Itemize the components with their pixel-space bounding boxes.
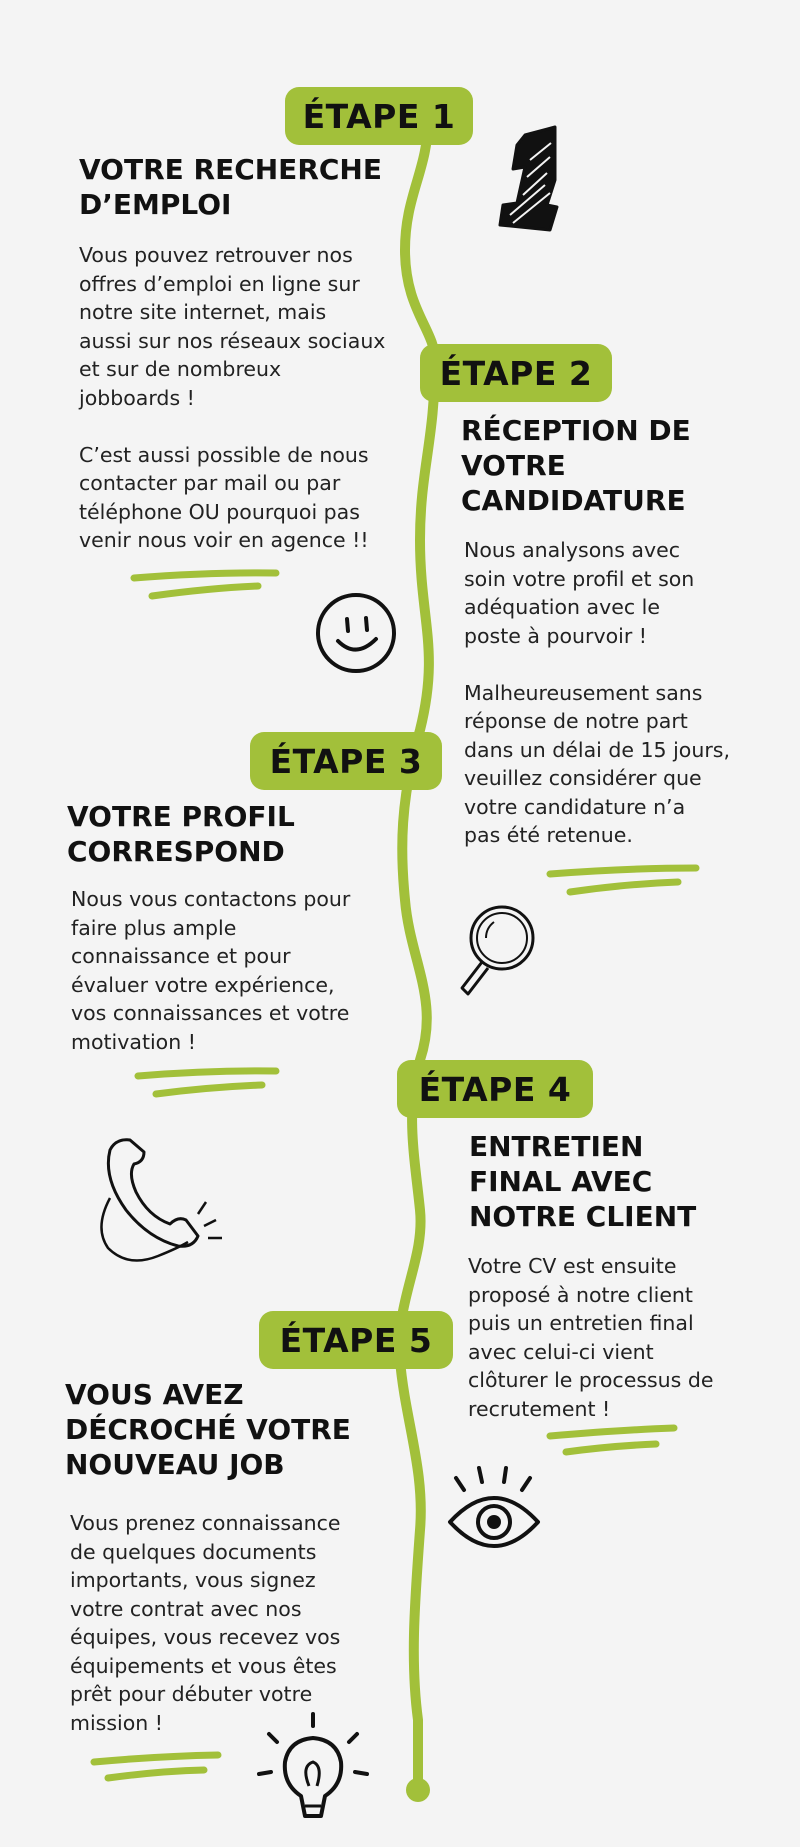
- step-3-text: Nous vous contactons pour faire plus ample connaissance et pour évaluer votre expérience, vos connaissances et votre motivation !: [71, 887, 351, 1054]
- number-one-icon: [500, 127, 557, 230]
- magnifier-icon: [462, 907, 533, 994]
- eye-icon: [450, 1468, 538, 1546]
- smiley-icon: [318, 595, 394, 671]
- step-5-text: Vous prenez connaissance de quelques documents importants, vous signez votre contrat avec nos équipes, vous recevez vos équipements et vous êtes prêt pour débuter votre mission !: [70, 1511, 341, 1735]
- step-4-text: Votre CV est ensuite proposé à notre client puis un entretien final avec celui-ci vient clôturer le processus de recrutement !: [468, 1254, 714, 1421]
- step-1-text: Vous pouvez retrouver nos offres d’emploi en ligne sur notre site internet, mais aussi sur nos réseaux sociaux et sur de nombreux jobboards ! C’est aussi possible de nous contacter par mail ou par téléphone OU pourquoi pas venir nous voir en agence !!: [79, 243, 386, 552]
- step-4-badge: ÉTAPE 4: [397, 1060, 593, 1118]
- step-5-badge: ÉTAPE 5: [259, 1311, 453, 1369]
- step-2-title: RÉCEPTION DE VOTRE CANDIDATURE: [461, 414, 691, 517]
- step-1-title: VOTRE RECHERCHE D’EMPLOI: [79, 153, 382, 221]
- phone-icon: [101, 1140, 222, 1261]
- step-1-badge: ÉTAPE 1: [285, 87, 473, 145]
- step-3-badge: ÉTAPE 3: [250, 732, 442, 790]
- step-5-title: VOUS AVEZ DÉCROCHÉ VOTRE NOUVEAU JOB: [65, 1378, 351, 1481]
- step-2-text: Nous analysons avec soin votre profil et son adéquation avec le poste à pourvoir ! Malheureusement sans réponse de notre part dans un délai de 15 jours, veuillez considérer que votre candidature n’a pas été retenue.: [464, 538, 730, 847]
- step-3-title: VOTRE PROFIL CORRESPOND: [67, 800, 295, 868]
- step-2-badge: ÉTAPE 2: [420, 344, 612, 402]
- step-4-title: ENTRETIEN FINAL AVEC NOTRE CLIENT: [469, 1130, 697, 1233]
